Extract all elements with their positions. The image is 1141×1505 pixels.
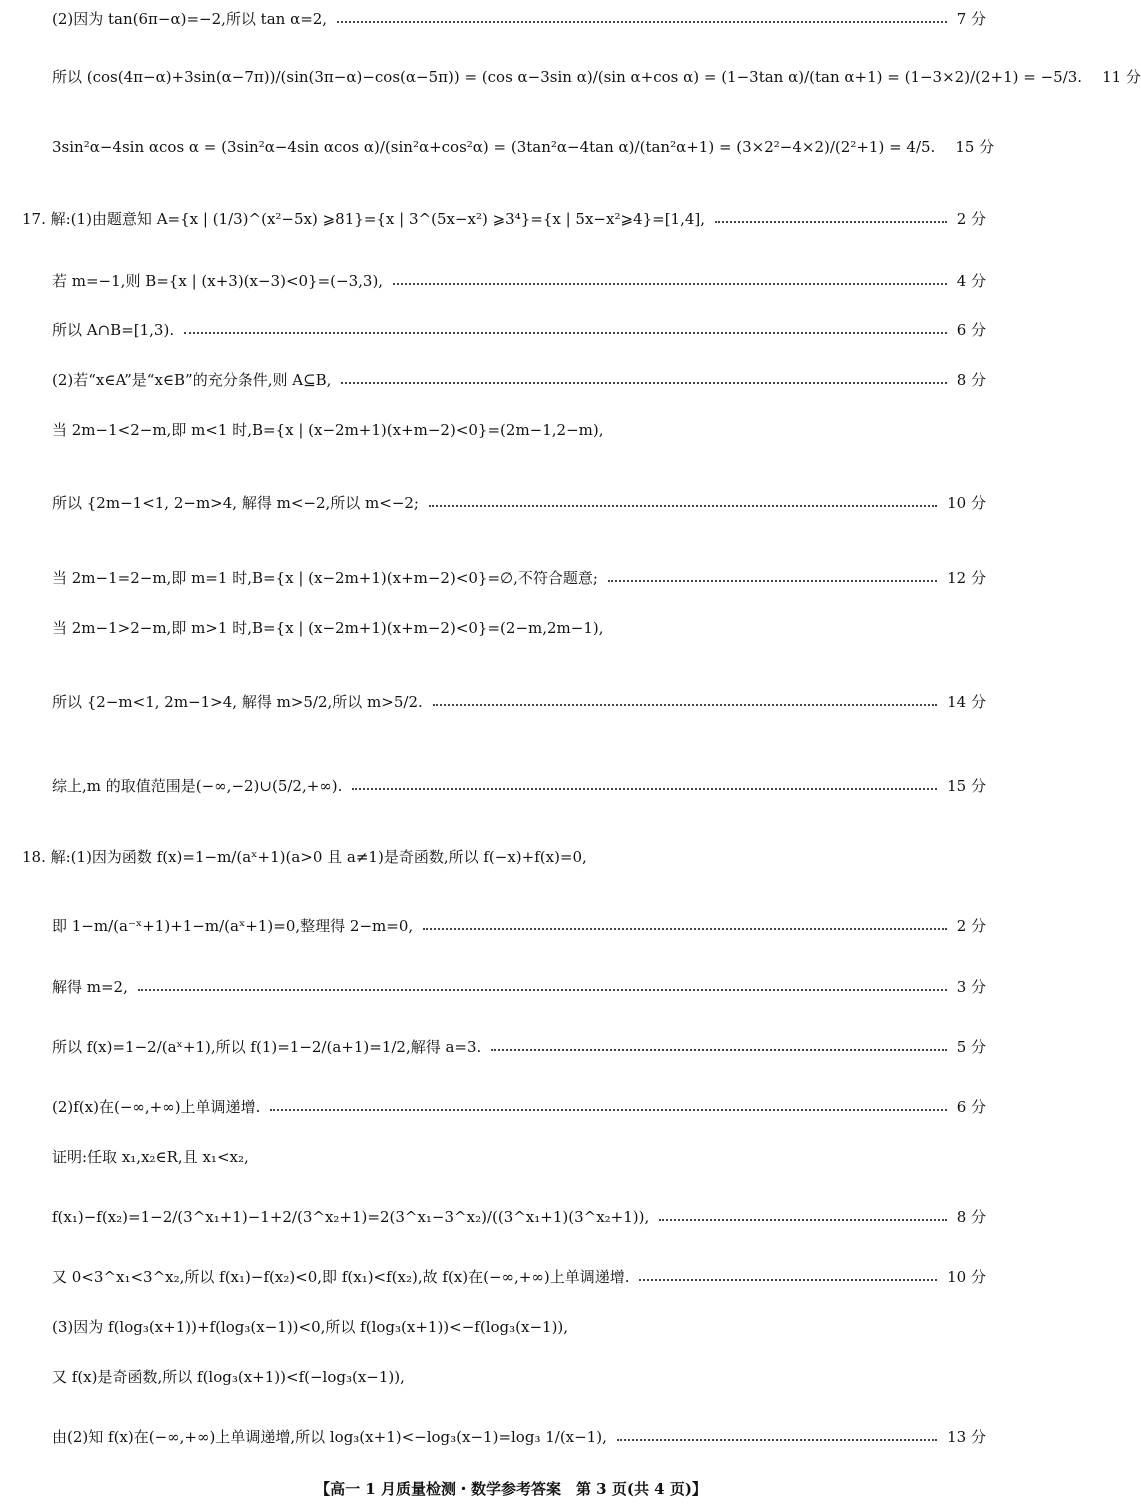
line-text: 所以 (cos(4π−α)+3sin(α−7π))/(sin(3π−α)−cos(α−5π)) = (cos α−3sin α)/(sin α+cos α) = (1−3tan α)/(tan α+1) = (1−3×2)/(2+1) = −5/3. [52, 68, 1083, 86]
line-text: (2)f(x)在(−∞,+∞)上单调递增. [52, 1098, 261, 1116]
leader-dots [617, 1439, 937, 1441]
score-label: 12 分 [947, 569, 986, 587]
answer-line-23 [52, 1368, 986, 1386]
answer-line-1 [52, 10, 986, 28]
answer-line-15 [52, 917, 986, 935]
line-text: 证明:任取 x₁,x₂∈R,且 x₁<x₂, [52, 1148, 249, 1166]
line-text: 17. 解:(1)由题意知 A={x | (1/3)^(x²−5x) ⩾81}={x | 3^(5x−x²) ⩾3⁴}={x | 5x−x²⩾4}=[1,4], [22, 210, 706, 228]
line-text: 当 2m−1=2−m,即 m=1 时,B={x | (x−2m+1)(x+m−2)<0}=∅,不符合题意; [52, 569, 598, 587]
score-label: 4 分 [956, 272, 986, 290]
answer-line-3 [52, 138, 995, 156]
score-label: 6 分 [956, 321, 986, 339]
line-text: (3)因为 f(log₃(x+1))+f(log₃(x−1))<0,所以 f(log₃(x+1))<−f(log₃(x−1)), [52, 1318, 569, 1336]
answer-line-7 [52, 371, 986, 389]
score-label: 3 分 [956, 978, 986, 996]
line-text: (2)因为 tan(6π−α)=−2,所以 tan α=2, [52, 10, 328, 28]
problem-18-heading [22, 848, 986, 866]
answer-line-21 [52, 1268, 986, 1286]
line-text: 当 2m−1>2−m,即 m>1 时,B={x | (x−2m+1)(x+m−2)<0}=(2−m,2m−1), [52, 619, 604, 637]
line-text: 综上,m 的取值范围是(−∞,−2)∪(5/2,+∞). [52, 777, 343, 795]
answer-line-24 [52, 1428, 986, 1446]
score-label: 8 分 [956, 371, 986, 389]
line-text: 若 m=−1,则 B={x | (x+3)(x−3)<0}=(−3,3), [52, 272, 384, 290]
leader-dots [352, 788, 937, 790]
leader-dots [608, 580, 937, 582]
line-text: 18. 解:(1)因为函数 f(x)=1−m/(aˣ+1)(a>0 且 a≠1)是奇函数,所以 f(−x)+f(x)=0, [22, 848, 587, 866]
score-label: 5 分 [956, 1038, 986, 1056]
leader-dots [184, 332, 947, 334]
answer-line-18 [52, 1098, 986, 1116]
score-label: 10 分 [947, 1268, 986, 1286]
answer-line-20 [52, 1208, 986, 1226]
line-text: 又 0<3^x₁<3^x₂,所以 f(x₁)−f(x₂)<0,即 f(x₁)<f(x₂),故 f(x)在(−∞,+∞)上单调递增. [52, 1268, 630, 1286]
score-label: 10 分 [947, 494, 986, 512]
line-text: 所以 {2−m<1, 2m−1>4, 解得 m>5/2,所以 m>5/2. [52, 693, 423, 711]
score-label: 15 分 [947, 777, 986, 795]
leader-dots [659, 1219, 946, 1221]
line-text: (2)若“x∈A”是“x∈B”的充分条件,则 A⊆B, [52, 371, 332, 389]
answer-line-2 [52, 68, 1141, 86]
answer-line-12 [52, 693, 986, 711]
line-text: 即 1−m/(a⁻ˣ+1)+1−m/(aˣ+1)=0,整理得 2−m=0, [52, 917, 414, 935]
page-footer: 【高一 1 月质量检测・数学参考答案 第 3 页(共 4 页)】 [315, 1480, 707, 1498]
answer-line-9 [52, 494, 986, 512]
leader-dots [138, 989, 947, 991]
leader-dots [639, 1279, 937, 1281]
answer-line-10 [52, 569, 986, 587]
score-label: 2 分 [956, 210, 986, 228]
leader-dots [491, 1049, 946, 1051]
answer-line-22 [52, 1318, 986, 1336]
line-text: 解得 m=2, [52, 978, 128, 996]
score-label: 13 分 [947, 1428, 986, 1446]
problem-17-heading [22, 210, 986, 228]
score-label: 15 分 [955, 138, 995, 156]
line-text: 所以 A∩B=[1,3). [52, 321, 175, 339]
line-text: 所以 f(x)=1−2/(aˣ+1),所以 f(1)=1−2/(a+1)=1/2,解得 a=3. [52, 1038, 482, 1056]
leader-dots [270, 1109, 946, 1111]
score-label: 14 分 [947, 693, 986, 711]
leader-dots [429, 505, 937, 507]
answer-line-19 [52, 1148, 986, 1166]
leader-dots [337, 21, 947, 23]
leader-dots [341, 382, 946, 384]
leader-dots [423, 928, 947, 930]
line-text: 当 2m−1<2−m,即 m<1 时,B={x | (x−2m+1)(x+m−2)<0}=(2m−1,2−m), [52, 421, 604, 439]
line-text: 所以 {2m−1<1, 2−m>4, 解得 m<−2,所以 m<−2; [52, 494, 419, 512]
line-text: 由(2)知 f(x)在(−∞,+∞)上单调递增,所以 log₃(x+1)<−log₃(x−1)=log₃ 1/(x−1), [52, 1428, 607, 1446]
score-label: 7 分 [956, 10, 986, 28]
answer-line-5 [52, 272, 986, 290]
leader-dots [393, 283, 947, 285]
score-label: 8 分 [956, 1208, 986, 1226]
score-label: 6 分 [956, 1098, 986, 1116]
answer-line-8 [52, 421, 986, 439]
answer-line-17 [52, 1038, 986, 1056]
leader-dots [433, 704, 937, 706]
line-text: 又 f(x)是奇函数,所以 f(log₃(x+1))<f(−log₃(x−1)), [52, 1368, 405, 1386]
leader-dots [715, 221, 947, 223]
answer-line-11 [52, 619, 986, 637]
line-text: 3sin²α−4sin αcos α = (3sin²α−4sin αcos α)/(sin²α+cos²α) = (3tan²α−4tan α)/(tan²α+1) = (3×2²−4×2)/(2²+1) = 4/5. [52, 138, 936, 156]
answer-line-16 [52, 978, 986, 996]
answer-line-6 [52, 321, 986, 339]
score-label: 11 分 [1102, 68, 1141, 86]
answer-line-13 [52, 777, 986, 795]
line-text: f(x₁)−f(x₂)=1−2/(3^x₁+1)−1+2/(3^x₂+1)=2(3^x₁−3^x₂)/((3^x₁+1)(3^x₂+1)), [52, 1208, 650, 1226]
score-label: 2 分 [956, 917, 986, 935]
